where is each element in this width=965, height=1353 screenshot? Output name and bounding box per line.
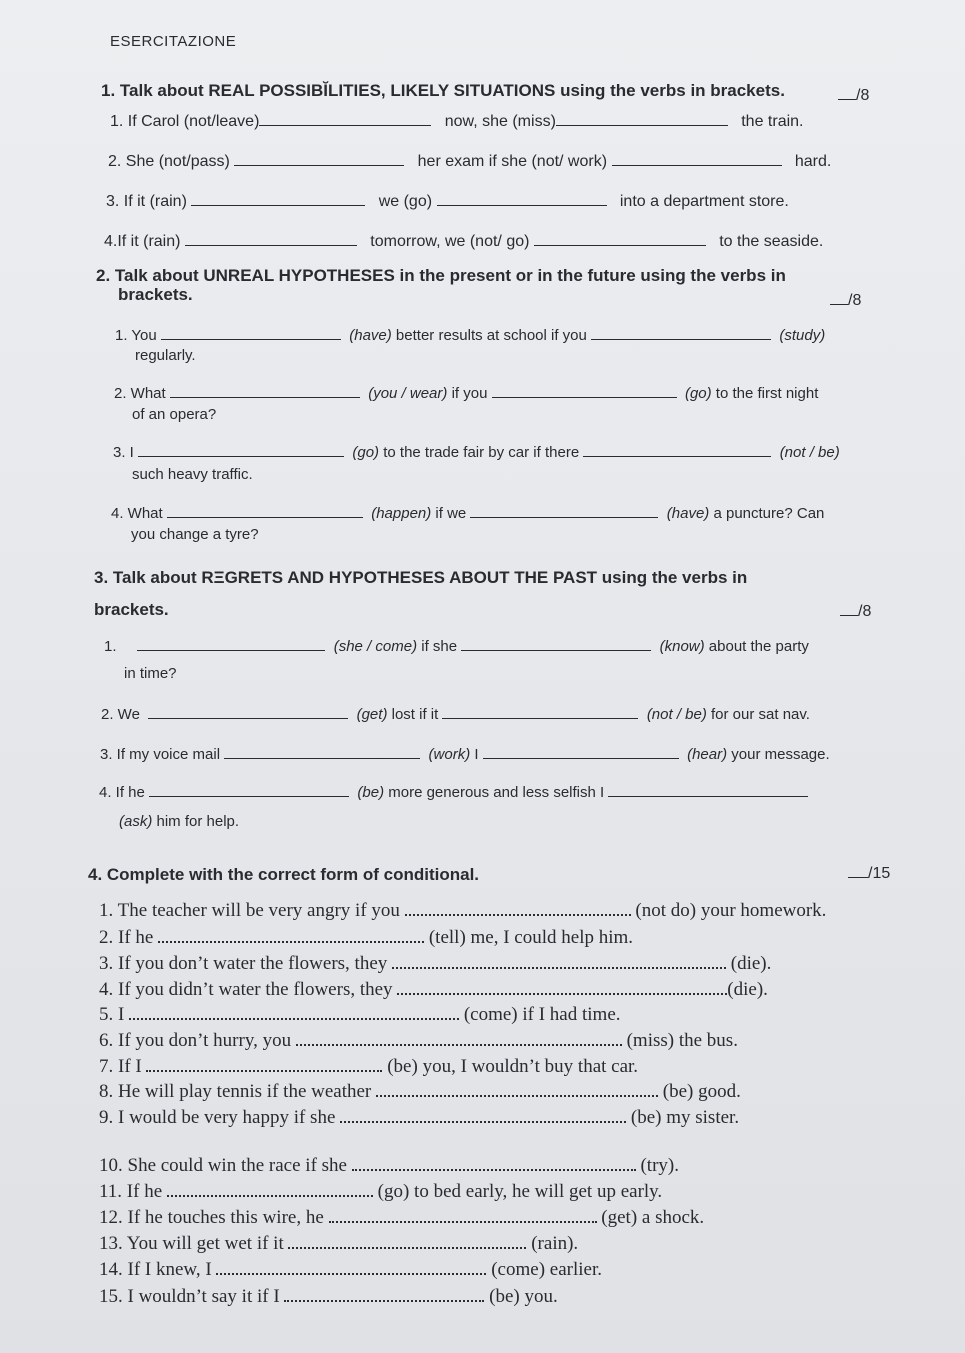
s3-item-1: 1. (she / come) if she (know) about the party <box>104 638 809 655</box>
s4-item-10: 10. She could win the race if she (try). <box>99 1155 679 1176</box>
section-1-score: /8 <box>838 85 869 105</box>
answer-blank[interactable] <box>534 231 706 246</box>
s1-item-1: 1. If Carol (not/leave) now, she (miss) the train. <box>110 113 804 130</box>
answer-blank[interactable] <box>591 325 771 340</box>
worksheet-header: ESERCITAZIONE <box>110 33 237 50</box>
s2-item-3-cont: such heavy traffic. <box>132 466 253 483</box>
answer-blank[interactable] <box>148 704 348 719</box>
section-2-title: 2. Talk about UNREAL HYPOTHESES in the present or in the future using the verbs in <box>96 266 786 285</box>
s4-item-15: 15. I wouldn’t say it if I (be) you. <box>99 1286 558 1307</box>
answer-blank[interactable] <box>470 503 658 518</box>
answer-blank[interactable] <box>296 1030 622 1046</box>
answer-blank[interactable] <box>137 636 325 651</box>
s4-item-9: 9. I would be very happy if she (be) my sister. <box>99 1107 740 1128</box>
section-2-title-cont: brackets. <box>118 285 193 304</box>
s4-item-5: 5. I (come) if I had time. <box>99 1004 621 1025</box>
s4-item-11: 11. If he (go) to bed early, he will get up early. <box>99 1181 663 1202</box>
answer-blank[interactable] <box>224 744 420 759</box>
answer-blank[interactable] <box>161 325 341 340</box>
answer-blank[interactable] <box>129 1004 459 1020</box>
s4-item-14: 14. If I knew, I (come) earlier. <box>99 1259 602 1280</box>
s3-item-3: 3. If my voice mail (work) I (hear) your message. <box>100 746 830 763</box>
s2-item-3: 3. I (go) to the trade fair by car if there (not / be) <box>113 444 840 461</box>
s1-item-3: 3. If it (rain) we (go) into a department store. <box>106 193 789 210</box>
answer-blank[interactable] <box>158 927 424 943</box>
s3-item-1-cont: in time? <box>124 665 177 682</box>
answer-blank[interactable] <box>608 782 808 797</box>
answer-blank[interactable] <box>149 782 349 797</box>
answer-blank[interactable] <box>612 151 782 166</box>
answer-blank[interactable] <box>556 111 728 126</box>
answer-blank[interactable] <box>185 231 357 246</box>
s4-item-8: 8. He will play tennis if the weather (be) good. <box>99 1081 741 1102</box>
answer-blank[interactable] <box>329 1207 597 1223</box>
answer-blank[interactable] <box>146 1056 382 1072</box>
answer-blank[interactable] <box>234 151 404 166</box>
s2-item-2-cont: of an opera? <box>132 406 217 423</box>
answer-blank[interactable] <box>138 442 344 457</box>
s4-item-2: 2. If he (tell) me, I could help him. <box>99 927 634 948</box>
section-2-score: /8 <box>830 290 861 310</box>
s4-item-7: 7. If I (be) you, I wouldn’t buy that car. <box>99 1056 639 1077</box>
answer-blank[interactable] <box>259 111 431 126</box>
s1-item-4: 4.If it (rain) tomorrow, we (not/ go) to the seaside. <box>104 233 824 250</box>
answer-blank[interactable] <box>288 1233 526 1249</box>
answer-blank[interactable] <box>167 503 363 518</box>
s4-item-12: 12. If he touches this wire, he (get) a shock. <box>99 1207 705 1228</box>
s3-item-2: 2. We (get) lost if it (not / be) for our sat nav. <box>101 706 810 723</box>
section-4-score: /15 <box>848 863 890 883</box>
answer-blank[interactable] <box>191 191 365 206</box>
s2-item-1: 1. You (have) better results at school if you (study) <box>115 327 826 344</box>
answer-blank[interactable] <box>483 744 679 759</box>
s4-item-1: 1. The teacher will be very angry if you (not do) your homework. <box>99 900 827 921</box>
answer-blank[interactable] <box>583 442 771 457</box>
answer-blank[interactable] <box>376 1081 658 1097</box>
answer-blank[interactable] <box>340 1107 626 1123</box>
s4-item-13: 13. You will get wet if it (rain). <box>99 1233 579 1254</box>
s2-item-4-cont: you change a tyre? <box>131 526 259 543</box>
answer-blank[interactable] <box>170 383 360 398</box>
answer-blank[interactable] <box>492 383 677 398</box>
answer-blank[interactable] <box>442 704 638 719</box>
s2-item-4: 4. What (happen) if we (have) a puncture? Can <box>111 505 825 522</box>
s4-item-6: 6. If you don’t hurry, you (miss) the bus. <box>99 1030 738 1051</box>
answer-blank[interactable] <box>216 1259 486 1275</box>
s4-item-4: 4. If you didn’t water the flowers, they (die). <box>99 979 768 1000</box>
s4-item-3: 3. If you don’t water the flowers, they (die). <box>99 953 772 974</box>
s3-item-4-cont: (ask) him for help. <box>119 813 240 830</box>
section-3-score: /8 <box>840 601 871 621</box>
answer-blank[interactable] <box>392 953 726 969</box>
section-4-title: 4. Complete with the correct form of conditional. <box>88 865 480 884</box>
s1-item-2: 2. She (not/pass) her exam if she (not/ work) hard. <box>108 153 832 170</box>
s2-item-2: 2. What (you / wear) if you (go) to the first night <box>114 385 819 402</box>
s2-item-1-cont: regularly. <box>135 347 196 364</box>
answer-blank[interactable] <box>167 1181 373 1197</box>
answer-blank[interactable] <box>352 1155 636 1171</box>
section-3-title: 3. Talk about RΞGRETS AND HYPOTHESES ABOUT THE PAST using the verbs in <box>94 568 748 587</box>
answer-blank[interactable] <box>405 900 631 916</box>
answer-blank[interactable] <box>397 979 727 995</box>
answer-blank[interactable] <box>461 636 651 651</box>
section-1-title: 1. Talk about REAL POSSIBĬLITIES, LIKELY SITUATIONS using the verbs in brackets. <box>101 81 785 100</box>
section-3-title-cont: brackets. <box>94 600 169 619</box>
s3-item-4: 4. If he (be) more generous and less selfish I <box>99 782 808 801</box>
answer-blank[interactable] <box>284 1286 484 1302</box>
answer-blank[interactable] <box>437 191 607 206</box>
